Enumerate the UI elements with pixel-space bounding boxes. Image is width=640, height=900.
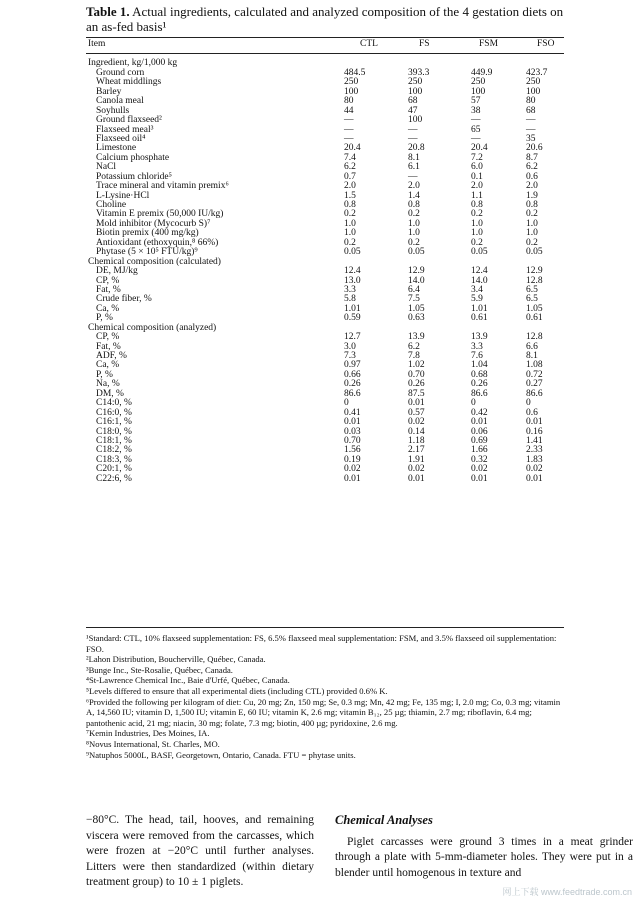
cell-fs: 0.2 bbox=[408, 209, 420, 220]
cell-ctl: 20.4 bbox=[344, 143, 361, 154]
row-label: Ground corn bbox=[96, 67, 145, 78]
table-row bbox=[86, 97, 564, 106]
cell-fs: 13.9 bbox=[408, 332, 425, 343]
cell-fsm: 0.06 bbox=[471, 426, 488, 437]
cell-fso: 0.01 bbox=[526, 473, 543, 484]
cell-ctl: 1.0 bbox=[344, 228, 356, 239]
row-label: Chemical composition (analyzed) bbox=[88, 322, 217, 333]
data-table bbox=[86, 39, 564, 484]
cell-fs: 1.0 bbox=[408, 218, 420, 229]
cell-fso: 86.6 bbox=[526, 388, 543, 399]
cell-fsm: 1.0 bbox=[471, 228, 483, 239]
cell-fsm: 1.1 bbox=[471, 190, 483, 201]
cell-fsm: 0.68 bbox=[471, 369, 488, 380]
table-row bbox=[86, 333, 564, 342]
cell-fs: 8.1 bbox=[408, 152, 420, 163]
cell-fsm: 57 bbox=[471, 96, 481, 107]
cell-fso: 6.5 bbox=[526, 294, 538, 305]
table-row bbox=[86, 399, 564, 408]
footnote: ⁵Levels differed to ensure that all experimental diets (including CTL) provided 0.6% K. bbox=[86, 685, 388, 696]
cell-fso: 0.72 bbox=[526, 369, 543, 380]
cell-fso: 0.2 bbox=[526, 237, 538, 248]
row-label: DM, % bbox=[96, 388, 124, 399]
table-row bbox=[86, 371, 564, 380]
cell-ctl: 13.0 bbox=[344, 275, 361, 286]
cell-fso: 35 bbox=[526, 133, 536, 144]
cell-ctl: 1.01 bbox=[344, 303, 361, 314]
cell-fso: 2.33 bbox=[526, 445, 543, 456]
cell-fsm: 100 bbox=[471, 86, 486, 97]
cell-ctl: 0.2 bbox=[344, 237, 356, 248]
table-row bbox=[86, 286, 564, 295]
cell-fso: 68 bbox=[526, 105, 536, 116]
cell-fs: 20.8 bbox=[408, 143, 425, 154]
cell-fsm: — bbox=[471, 115, 481, 126]
table-row bbox=[86, 154, 564, 163]
cell-ctl: 0.97 bbox=[344, 360, 361, 371]
cell-fsm: 1.04 bbox=[471, 360, 488, 371]
cell-fso: 1.08 bbox=[526, 360, 543, 371]
cell-fs: 0.2 bbox=[408, 237, 420, 248]
cell-fs: 68 bbox=[408, 96, 418, 107]
cell-fs: 0.63 bbox=[408, 313, 425, 324]
row-label: P, % bbox=[96, 369, 113, 380]
cell-ctl: — bbox=[344, 115, 354, 126]
cell-fs: 7.8 bbox=[408, 351, 420, 361]
row-label: Flaxseed oil⁴ bbox=[96, 133, 146, 144]
cell-fsm: 0.42 bbox=[471, 407, 488, 418]
cell-fso: 1.0 bbox=[526, 228, 538, 239]
row-label: Mold inhibitor (Mycocurb S)⁷ bbox=[96, 218, 211, 229]
cell-fsm: 1.0 bbox=[471, 218, 483, 229]
cell-ctl: 0.01 bbox=[344, 473, 361, 484]
table-row bbox=[86, 116, 564, 125]
cell-fso: 0.02 bbox=[526, 464, 543, 475]
row-label: Canola meal bbox=[96, 96, 144, 107]
row-label: ADF, % bbox=[96, 351, 127, 361]
cell-fsm: — bbox=[471, 133, 481, 144]
cell-ctl: 0.41 bbox=[344, 407, 361, 418]
row-label: Ground flaxseed² bbox=[96, 115, 162, 126]
cell-fsm: 250 bbox=[471, 77, 486, 88]
row-label: Potassium chloride⁵ bbox=[96, 171, 172, 182]
table-section-row bbox=[86, 59, 564, 68]
row-label: CP, % bbox=[96, 332, 120, 343]
table-row bbox=[86, 418, 564, 427]
cell-fsm: 0.61 bbox=[471, 313, 488, 324]
cell-fs: 6.2 bbox=[408, 341, 420, 352]
body-paragraph: −80°C. The head, tail, hooves, and remaining viscera were removed from the carcasses, which were frozen at −20°C until further analyses. Litters were then standardized (within dietary treatment group) to 10 ± 1 piglets. bbox=[86, 814, 314, 888]
cell-fs: 6.1 bbox=[408, 162, 420, 173]
body-text-left-column bbox=[86, 813, 314, 891]
table-row bbox=[86, 475, 564, 484]
cell-fsm: 38 bbox=[471, 105, 481, 116]
row-label: CP, % bbox=[96, 275, 120, 286]
body-text-right-column bbox=[335, 813, 633, 881]
row-label: Vitamin E premix (50,000 IU/kg) bbox=[96, 209, 224, 220]
cell-fs: 7.5 bbox=[408, 294, 420, 305]
cell-fso: 12.9 bbox=[526, 266, 543, 277]
row-label: DE, MJ/kg bbox=[96, 266, 138, 277]
cell-ctl: 0.8 bbox=[344, 200, 356, 210]
cell-fso: 0.8 bbox=[526, 200, 538, 210]
footnote: ⁸Novus International, St. Charles, MO. bbox=[86, 738, 220, 749]
cell-fso: 0.05 bbox=[526, 247, 543, 258]
cell-fso: 0.01 bbox=[526, 417, 543, 428]
cell-fs: 100 bbox=[408, 86, 423, 97]
row-label: Choline bbox=[96, 200, 127, 210]
cell-fs: 6.4 bbox=[408, 284, 420, 295]
cell-fsm: 3.3 bbox=[471, 341, 483, 352]
table-row bbox=[86, 267, 564, 276]
footnote: ³Bunge Inc., Ste-Rosalie, Québec, Canada. bbox=[86, 664, 233, 675]
cell-fso: 80 bbox=[526, 96, 536, 107]
cell-ctl: 12.4 bbox=[344, 266, 361, 277]
cell-fso: 8.7 bbox=[526, 152, 538, 163]
cell-ctl: 484.5 bbox=[344, 67, 366, 78]
cell-ctl: 0.02 bbox=[344, 464, 361, 475]
table-row bbox=[86, 88, 564, 97]
row-label: Antioxidant (ethoxyquin,⁸ 66%) bbox=[96, 237, 219, 248]
cell-fso: — bbox=[526, 124, 536, 135]
cell-fsm: 0.2 bbox=[471, 209, 483, 220]
table-row bbox=[86, 446, 564, 455]
cell-fs: 0.05 bbox=[408, 247, 425, 258]
cell-ctl: 3.3 bbox=[344, 284, 356, 295]
cell-fs: 393.3 bbox=[408, 67, 430, 78]
cell-ctl: 0.01 bbox=[344, 417, 361, 428]
cell-fsm: 3.4 bbox=[471, 284, 483, 295]
cell-fsm: 12.4 bbox=[471, 266, 488, 277]
cell-fs: 1.18 bbox=[408, 435, 425, 446]
cell-fso: 1.05 bbox=[526, 303, 543, 314]
cell-fs: — bbox=[408, 171, 418, 182]
cell-ctl: 0.66 bbox=[344, 369, 361, 380]
cell-ctl: 0.7 bbox=[344, 171, 356, 182]
cell-fsm: 0.01 bbox=[471, 417, 488, 428]
cell-fso: 20.6 bbox=[526, 143, 543, 154]
row-label: Fat, % bbox=[96, 341, 121, 352]
row-label: C16:0, % bbox=[96, 407, 132, 418]
cell-ctl: 44 bbox=[344, 105, 354, 116]
table-header-row bbox=[86, 40, 564, 49]
cell-fs: 250 bbox=[408, 77, 423, 88]
table-row bbox=[86, 343, 564, 352]
table-section-row bbox=[86, 258, 564, 267]
cell-fs: 0.70 bbox=[408, 369, 425, 380]
cell-fsm: 449.9 bbox=[471, 67, 493, 78]
cell-fso: 6.5 bbox=[526, 284, 538, 295]
cell-fs: 87.5 bbox=[408, 388, 425, 399]
table-row bbox=[86, 456, 564, 465]
cell-ctl: 0.59 bbox=[344, 313, 361, 324]
cell-fs: 12.9 bbox=[408, 266, 425, 277]
cell-fs: 0.01 bbox=[408, 473, 425, 484]
cell-fs: 0.26 bbox=[408, 379, 425, 390]
cell-fso: 250 bbox=[526, 77, 541, 88]
cell-fs: 2.17 bbox=[408, 445, 425, 456]
cell-fso: 0.16 bbox=[526, 426, 543, 437]
cell-fs: 1.05 bbox=[408, 303, 425, 314]
cell-fsm: 1.01 bbox=[471, 303, 488, 314]
table-top-rule bbox=[86, 37, 564, 38]
table-row bbox=[86, 465, 564, 474]
cell-fso: 8.1 bbox=[526, 351, 538, 361]
table-row bbox=[86, 135, 564, 144]
cell-fsm: 0.2 bbox=[471, 237, 483, 248]
cell-ctl: 80 bbox=[344, 96, 354, 107]
cell-fsm: 0.02 bbox=[471, 464, 488, 475]
cell-ctl: 12.7 bbox=[344, 332, 361, 343]
cell-ctl: 5.8 bbox=[344, 294, 356, 305]
cell-fso: 0.61 bbox=[526, 313, 543, 324]
column-header-ctl: CTL bbox=[360, 39, 378, 49]
row-label: Ca, % bbox=[96, 303, 120, 314]
footnote: ⁴St-Lawrence Chemical Inc., Baie d'Urfé, Québec, Canada. bbox=[86, 675, 290, 686]
body-paragraph: Piglet carcasses were ground 3 times in a meat grinder through a plate with 5-mm-diameter holes. They were put in a blender until homogenous in texture and bbox=[335, 835, 633, 879]
cell-ctl: 86.6 bbox=[344, 388, 361, 399]
cell-fsm: 20.4 bbox=[471, 143, 488, 154]
row-label: Barley bbox=[96, 86, 122, 97]
row-label: NaCl bbox=[96, 162, 117, 173]
table-row bbox=[86, 305, 564, 314]
cell-fs: 1.0 bbox=[408, 228, 420, 239]
column-header-item: Item bbox=[88, 39, 106, 49]
cell-fso: 1.0 bbox=[526, 218, 538, 229]
footnote: ⁹Natuphos 5000L, BASF, Georgetown, Ontario, Canada. FTU = phytase units. bbox=[86, 749, 356, 760]
cell-fs: 1.4 bbox=[408, 190, 420, 201]
cell-fso: 12.8 bbox=[526, 275, 543, 286]
cell-fsm: 5.9 bbox=[471, 294, 483, 305]
row-label: Flaxseed meal³ bbox=[96, 124, 154, 135]
cell-fso: 6.6 bbox=[526, 341, 538, 352]
row-label: Fat, % bbox=[96, 284, 121, 295]
cell-ctl: 250 bbox=[344, 77, 359, 88]
table-row bbox=[86, 361, 564, 370]
cell-fsm: 0.69 bbox=[471, 435, 488, 446]
table-caption-text: Actual ingredients, calculated and analyzed composition of the 4 gestation diets on an as-fed basis¹ bbox=[86, 4, 564, 34]
cell-fso: 100 bbox=[526, 86, 541, 97]
cell-fs: 14.0 bbox=[408, 275, 425, 286]
table-row bbox=[86, 192, 564, 201]
row-label: C18:0, % bbox=[96, 426, 132, 437]
cell-ctl: 1.0 bbox=[344, 218, 356, 229]
footnote: ¹Standard: CTL, 10% flaxseed supplementation: FS, 6.5% flaxseed meal supplementation: FSM, and 3.5% flaxseed oil supplementation: FSO. bbox=[86, 633, 557, 654]
row-label: Biotin premix (400 mg/kg) bbox=[96, 228, 199, 239]
cell-ctl: 2.0 bbox=[344, 181, 356, 192]
table-row bbox=[86, 78, 564, 87]
table-row bbox=[86, 380, 564, 389]
cell-fso: 12.8 bbox=[526, 332, 543, 343]
cell-fsm: 6.0 bbox=[471, 162, 483, 173]
section-heading: Chemical Analyses bbox=[335, 813, 433, 827]
cell-fso: 6.2 bbox=[526, 162, 538, 173]
cell-fsm: 13.9 bbox=[471, 332, 488, 343]
table-row bbox=[86, 182, 564, 191]
cell-fsm: 7.2 bbox=[471, 152, 483, 163]
row-label: C16:1, % bbox=[96, 417, 132, 428]
table-body bbox=[86, 59, 564, 484]
cell-ctl: 0.19 bbox=[344, 454, 361, 465]
cell-fs: 0.01 bbox=[408, 398, 425, 409]
cell-fsm: 7.6 bbox=[471, 351, 483, 361]
row-label: Wheat middlings bbox=[96, 77, 162, 88]
cell-fsm: 2.0 bbox=[471, 181, 483, 192]
row-label: C14:0, % bbox=[96, 398, 132, 409]
cell-fs: 1.02 bbox=[408, 360, 425, 371]
column-header-fso: FSO bbox=[537, 39, 555, 49]
table-row bbox=[86, 409, 564, 418]
footnote: ⁷Kemin Industries, Des Moines, IA. bbox=[86, 728, 210, 739]
cell-fsm: 0.8 bbox=[471, 200, 483, 210]
cell-ctl: 0.05 bbox=[344, 247, 361, 258]
cell-fs: 1.91 bbox=[408, 454, 425, 465]
cell-fso: 0.2 bbox=[526, 209, 538, 220]
table-row bbox=[86, 437, 564, 446]
cell-fs: 100 bbox=[408, 115, 423, 126]
cell-fsm: 0.01 bbox=[471, 473, 488, 484]
table-section-row bbox=[86, 324, 564, 333]
cell-fso: 0.27 bbox=[526, 379, 543, 390]
table-footnotes bbox=[86, 633, 564, 760]
row-label: C22:6, % bbox=[96, 473, 132, 484]
table-caption-label: Table 1. bbox=[86, 4, 130, 19]
cell-ctl: 0.26 bbox=[344, 379, 361, 390]
cell-fs: — bbox=[408, 124, 418, 135]
row-label: C18:3, % bbox=[96, 454, 132, 465]
cell-fsm: 14.0 bbox=[471, 275, 488, 286]
watermark: 网上下载 www.feedtrade.com.cn bbox=[502, 887, 632, 897]
cell-fsm: 86.6 bbox=[471, 388, 488, 399]
cell-fsm: 0.1 bbox=[471, 171, 483, 182]
cell-ctl: 7.4 bbox=[344, 152, 356, 163]
table-row bbox=[86, 295, 564, 304]
cell-fso: 1.9 bbox=[526, 190, 538, 201]
cell-fso: — bbox=[526, 115, 536, 126]
row-label: Na, % bbox=[96, 379, 120, 390]
row-label: Crude fiber, % bbox=[96, 294, 152, 305]
row-label: P, % bbox=[96, 313, 113, 324]
cell-fsm: 1.66 bbox=[471, 445, 488, 456]
table-row bbox=[86, 126, 564, 135]
row-label: C18:2, % bbox=[96, 445, 132, 456]
cell-fs: — bbox=[408, 133, 418, 144]
cell-fs: 0.02 bbox=[408, 464, 425, 475]
cell-fs: 0.57 bbox=[408, 407, 425, 418]
row-label: Phytase (5 × 10⁵ FTU/kg)⁹ bbox=[96, 247, 198, 258]
row-label: Ingredient, kg/1,000 kg bbox=[88, 58, 178, 69]
footnote: ²Lahon Distribution, Boucherville, Québec, Canada. bbox=[86, 654, 266, 665]
row-label: Trace mineral and vitamin premix⁶ bbox=[96, 181, 229, 192]
column-header-fsm: FSM bbox=[479, 39, 499, 49]
cell-fsm: 0.32 bbox=[471, 454, 488, 465]
cell-fso: 2.0 bbox=[526, 181, 538, 192]
cell-ctl: 0 bbox=[344, 398, 349, 409]
row-label: Ca, % bbox=[96, 360, 120, 371]
row-label: Limestone bbox=[96, 143, 137, 154]
cell-fs: 0.8 bbox=[408, 200, 420, 210]
cell-ctl: — bbox=[344, 133, 354, 144]
cell-fsm: 0 bbox=[471, 398, 476, 409]
cell-fsm: 0.26 bbox=[471, 379, 488, 390]
table-caption bbox=[86, 4, 566, 34]
cell-ctl: 1.5 bbox=[344, 190, 356, 201]
cell-fso: 1.83 bbox=[526, 454, 543, 465]
cell-ctl: 7.3 bbox=[344, 351, 356, 361]
cell-fs: 0.14 bbox=[408, 426, 425, 437]
row-label: C20:1, % bbox=[96, 464, 132, 475]
column-header-fs: FS bbox=[419, 39, 430, 49]
footnote: ⁶Provided the following per kilogram of diet: Cu, 20 mg; Zn, 150 mg; Se, 0.3 mg; Mn, 42 mg; Fe, 135 mg; I, 2.0 mg; Co, 0.3 mg; vitamin A, 14,560 IU; vitamin D, 1,500 IU; vitamin E, 60 IU; vitamin K, 2.6 mg; vitamin B₁₂, 25 µg; thiamin, 2.7 mg; riboflavin, 6.4 mg; pantothenic acid, 21 mg; niacin, 30 mg; folate, 7.3 mg; biotin, 400 µg; pyridoxine, 2.6 mg. bbox=[86, 696, 561, 728]
row-label: Soyhulls bbox=[96, 105, 130, 116]
row-label: C18:1, % bbox=[96, 435, 132, 446]
cell-fso: 0 bbox=[526, 398, 531, 409]
cell-ctl: 0.2 bbox=[344, 209, 356, 220]
cell-ctl: 0.70 bbox=[344, 435, 361, 446]
cell-ctl: — bbox=[344, 124, 354, 135]
cell-ctl: 6.2 bbox=[344, 162, 356, 173]
cell-fs: 0.02 bbox=[408, 417, 425, 428]
cell-fso: 423.7 bbox=[526, 67, 548, 78]
table-bottom-rule bbox=[86, 627, 564, 628]
table-row bbox=[86, 352, 564, 361]
cell-fsm: 0.05 bbox=[471, 247, 488, 258]
table-row bbox=[86, 428, 564, 437]
cell-ctl: 1.56 bbox=[344, 445, 361, 456]
cell-fso: 1.41 bbox=[526, 435, 543, 446]
cell-fso: 0.6 bbox=[526, 171, 538, 182]
cell-fsm: 65 bbox=[471, 124, 481, 135]
cell-fs: 47 bbox=[408, 105, 418, 116]
table-row bbox=[86, 390, 564, 399]
row-label: Calcium phosphate bbox=[96, 152, 170, 163]
cell-fs: 2.0 bbox=[408, 181, 420, 192]
cell-ctl: 100 bbox=[344, 86, 359, 97]
cell-ctl: 0.03 bbox=[344, 426, 361, 437]
cell-fso: 0.6 bbox=[526, 407, 538, 418]
cell-ctl: 3.0 bbox=[344, 341, 356, 352]
table-row bbox=[86, 277, 564, 286]
row-label: Chemical composition (calculated) bbox=[88, 256, 221, 267]
row-label: L-Lysine·HCl bbox=[96, 190, 150, 201]
